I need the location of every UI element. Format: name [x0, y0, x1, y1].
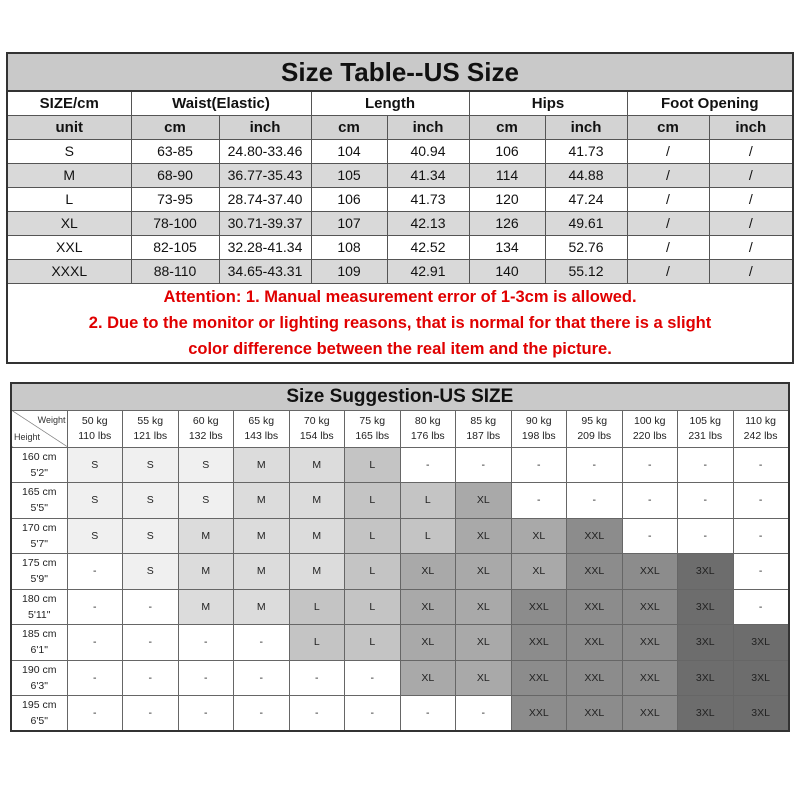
suggested-size: S: [123, 518, 179, 554]
height-header: [11, 554, 67, 590]
suggested-size: -: [345, 696, 401, 732]
suggestion-row: [11, 589, 789, 625]
suggested-size: -: [456, 696, 512, 732]
suggested-size: XXL: [567, 518, 623, 554]
suggested-size: XL: [456, 589, 512, 625]
suggested-size: -: [178, 696, 234, 732]
weight-kg: 105 kg: [689, 414, 722, 427]
unit-cell: cm: [131, 115, 219, 139]
size-value: 140: [469, 259, 545, 283]
suggested-size: S: [67, 447, 123, 483]
height-header: [11, 483, 67, 519]
weight-header: [456, 410, 512, 447]
height-header: [11, 518, 67, 554]
height-cm: 170 cm: [22, 521, 57, 534]
size-value: /: [709, 163, 793, 187]
weight-lbs: 165 lbs: [355, 429, 390, 442]
weight-header: [567, 410, 623, 447]
suggested-size: M: [234, 483, 290, 519]
suggested-size: 3XL: [678, 589, 734, 625]
size-value: 55.12: [545, 259, 627, 283]
size-value: 41.34: [387, 163, 469, 187]
weight-lbs: 209 lbs: [577, 429, 612, 442]
weight-height-corner: [11, 410, 67, 447]
suggested-size: 3XL: [678, 696, 734, 732]
suggested-size: -: [622, 518, 678, 554]
size-value: 134: [469, 235, 545, 259]
height-ft: 5'11": [28, 608, 51, 621]
weight-header: [400, 410, 456, 447]
unit-cell: inch: [387, 115, 469, 139]
unit-cell: inch: [709, 115, 793, 139]
size-row: [7, 187, 793, 211]
size-value: 88-110: [131, 259, 219, 283]
height-cm: 175 cm: [22, 557, 57, 570]
size-value: /: [709, 235, 793, 259]
height-header: [11, 447, 67, 483]
size-value: 106: [311, 187, 387, 211]
suggested-size: XL: [400, 625, 456, 661]
suggested-size: XXL: [511, 696, 567, 732]
suggested-size: M: [234, 447, 290, 483]
corner-height-label: Height: [14, 431, 41, 442]
suggested-size: L: [400, 483, 456, 519]
suggestion-row: [11, 518, 789, 554]
suggested-size: S: [123, 447, 179, 483]
suggested-size: M: [234, 518, 290, 554]
suggested-size: -: [678, 483, 734, 519]
suggested-size: -: [178, 625, 234, 661]
suggested-size: S: [123, 554, 179, 590]
size-label: XL: [7, 211, 131, 235]
suggested-size: -: [400, 447, 456, 483]
suggested-size: -: [511, 447, 567, 483]
weight-kg: 90 kg: [525, 414, 552, 427]
size-value: 68-90: [131, 163, 219, 187]
height-header: [11, 589, 67, 625]
suggested-size: XL: [511, 554, 567, 590]
suggested-size: M: [289, 483, 345, 519]
size-label: L: [7, 187, 131, 211]
size-value: 108: [311, 235, 387, 259]
height-ft: 6'1": [30, 644, 48, 657]
suggested-size: 3XL: [678, 660, 734, 696]
suggestion-row: [11, 554, 789, 590]
height-header: [11, 625, 67, 661]
weight-header: [67, 410, 123, 447]
size-value: 28.74-37.40: [219, 187, 311, 211]
suggested-size: L: [345, 625, 401, 661]
weight-kg: 75 kg: [359, 414, 386, 427]
suggested-size: XL: [400, 554, 456, 590]
unit-cell: inch: [219, 115, 311, 139]
size-label: XXL: [7, 235, 131, 259]
suggested-size: XXL: [511, 625, 567, 661]
attention-note: [7, 283, 793, 363]
suggested-size: -: [456, 447, 512, 483]
weight-header: [178, 410, 234, 447]
suggested-size: -: [123, 696, 179, 732]
size-value: /: [627, 187, 709, 211]
suggested-size: M: [234, 589, 290, 625]
size-value: 106: [469, 139, 545, 163]
suggested-size: -: [567, 447, 623, 483]
weight-kg: 80 kg: [414, 414, 441, 427]
size-value: 120: [469, 187, 545, 211]
size-value: /: [627, 139, 709, 163]
size-value: /: [627, 235, 709, 259]
size-value: 114: [469, 163, 545, 187]
unit-row: [7, 115, 793, 139]
size-value: 63-85: [131, 139, 219, 163]
suggested-size: L: [345, 483, 401, 519]
suggested-size: L: [345, 589, 401, 625]
weight-lbs: 110 lbs: [78, 429, 112, 442]
suggested-size: M: [178, 554, 234, 590]
weight-header: [123, 410, 179, 447]
weight-kg: 85 kg: [470, 414, 497, 427]
weight-lbs: 187 lbs: [466, 429, 501, 442]
suggested-size: S: [178, 483, 234, 519]
size-value: 126: [469, 211, 545, 235]
suggested-size: XL: [456, 483, 512, 519]
suggested-size: M: [178, 518, 234, 554]
suggestion-row: [11, 625, 789, 661]
suggested-size: 3XL: [678, 554, 734, 590]
suggested-size: XL: [511, 518, 567, 554]
size-value: 82-105: [131, 235, 219, 259]
suggested-size: L: [289, 589, 345, 625]
suggested-size: -: [67, 696, 123, 732]
suggested-size: XXL: [622, 696, 678, 732]
size-value: 41.73: [545, 139, 627, 163]
header-waist: Waist(Elastic): [131, 91, 311, 115]
suggested-size: -: [678, 518, 734, 554]
suggestion-row: [11, 660, 789, 696]
height-ft: 5'9": [30, 573, 48, 586]
size-value: 47.24: [545, 187, 627, 211]
weight-header: [733, 410, 789, 447]
unit-cell: unit: [7, 115, 131, 139]
suggested-size: -: [123, 625, 179, 661]
size-value: 42.52: [387, 235, 469, 259]
suggested-size: -: [289, 660, 345, 696]
weight-header: [345, 410, 401, 447]
suggested-size: 3XL: [733, 625, 789, 661]
suggested-size: -: [733, 554, 789, 590]
size-value: 42.91: [387, 259, 469, 283]
suggestion-table-title: Size Suggestion-US SIZE: [11, 383, 789, 410]
suggested-size: -: [178, 660, 234, 696]
suggested-size: XXL: [622, 625, 678, 661]
height-header: [11, 660, 67, 696]
weight-kg: 100 kg: [633, 414, 666, 427]
height-cm: 195 cm: [22, 699, 57, 711]
size-value: 49.61: [545, 211, 627, 235]
size-value: 30.71-39.37: [219, 211, 311, 235]
suggested-size: S: [67, 518, 123, 554]
weight-kg: 110 kg: [745, 414, 776, 427]
size-value: 32.28-41.34: [219, 235, 311, 259]
weight-lbs: 154 lbs: [299, 429, 334, 442]
suggested-size: XL: [456, 660, 512, 696]
size-value: 41.73: [387, 187, 469, 211]
weight-lbs: 132 lbs: [188, 429, 223, 442]
size-value: /: [627, 211, 709, 235]
size-value: /: [709, 139, 793, 163]
suggested-size: -: [567, 483, 623, 519]
weight-lbs: 176 lbs: [410, 429, 445, 442]
suggested-size: -: [67, 554, 123, 590]
suggested-size: S: [67, 483, 123, 519]
suggested-size: XXL: [567, 660, 623, 696]
suggested-size: M: [289, 518, 345, 554]
weight-kg: 60 kg: [192, 414, 219, 427]
size-row: [7, 211, 793, 235]
suggested-size: M: [234, 554, 290, 590]
suggested-size: XXL: [567, 589, 623, 625]
weight-lbs: 121 lbs: [133, 429, 168, 442]
weight-header: [622, 410, 678, 447]
height-ft: 6'3": [30, 679, 48, 692]
height-ft: 6'5": [30, 715, 48, 727]
suggested-size: XXL: [567, 554, 623, 590]
height-cm: 180 cm: [22, 592, 57, 605]
suggested-size: XL: [456, 554, 512, 590]
suggested-size: -: [67, 660, 123, 696]
suggestion-row: [11, 696, 789, 732]
height-ft: 5'7": [30, 537, 48, 550]
suggested-size: -: [289, 696, 345, 732]
suggested-size: -: [400, 696, 456, 732]
unit-cell: cm: [311, 115, 387, 139]
weight-header-row: [11, 410, 789, 447]
attention-line-2: 2. Due to the monitor or lighting reasons, that is normal for that there is a slight: [88, 313, 712, 332]
height-header: [11, 696, 67, 732]
weight-kg: 55 kg: [137, 414, 164, 427]
suggested-size: L: [345, 518, 401, 554]
weight-header: [234, 410, 290, 447]
suggested-size: XL: [456, 625, 512, 661]
suggested-size: 3XL: [733, 660, 789, 696]
weight-kg: 65 kg: [248, 414, 275, 427]
height-ft: 5'5": [30, 502, 48, 515]
suggested-size: -: [67, 589, 123, 625]
suggested-size: -: [622, 483, 678, 519]
suggested-size: S: [178, 447, 234, 483]
suggestion-row: [11, 483, 789, 519]
suggested-size: XXL: [567, 625, 623, 661]
suggested-size: -: [123, 660, 179, 696]
size-value: 105: [311, 163, 387, 187]
weight-lbs: 231 lbs: [688, 429, 723, 442]
suggested-size: XXL: [567, 696, 623, 732]
weight-kg: 95 kg: [581, 414, 608, 427]
attention-line-1: Attention: 1. Manual measurement error of 1-3cm is allowed.: [163, 287, 637, 306]
suggested-size: S: [123, 483, 179, 519]
size-table-title: Size Table--US Size: [7, 53, 793, 91]
suggested-size: XL: [400, 589, 456, 625]
size-value: 104: [311, 139, 387, 163]
size-value: 24.80-33.46: [219, 139, 311, 163]
size-value: 40.94: [387, 139, 469, 163]
height-ft: 5'2": [30, 466, 48, 479]
suggested-size: -: [234, 625, 290, 661]
size-label: S: [7, 139, 131, 163]
suggested-size: XL: [456, 518, 512, 554]
size-value: 73-95: [131, 187, 219, 211]
suggested-size: -: [67, 625, 123, 661]
size-value: 109: [311, 259, 387, 283]
size-row: [7, 163, 793, 187]
size-value: 107: [311, 211, 387, 235]
size-value: 78-100: [131, 211, 219, 235]
height-cm: 185 cm: [22, 628, 57, 641]
header-hips: Hips: [469, 91, 627, 115]
size-table: [6, 52, 794, 364]
size-value: 42.13: [387, 211, 469, 235]
size-value: /: [709, 187, 793, 211]
size-label: M: [7, 163, 131, 187]
weight-kg: 50 kg: [81, 414, 108, 427]
weight-lbs: 220 lbs: [632, 429, 667, 442]
size-value: /: [627, 259, 709, 283]
weight-lbs: 143 lbs: [244, 429, 279, 442]
size-row: [7, 259, 793, 283]
suggested-size: M: [289, 447, 345, 483]
weight-lbs: 242 lbs: [743, 429, 778, 442]
suggested-size: XXL: [511, 660, 567, 696]
corner-weight-label: Weight: [37, 414, 66, 425]
suggested-size: XL: [400, 660, 456, 696]
weight-header: [289, 410, 345, 447]
weight-lbs: 198 lbs: [521, 429, 556, 442]
size-value: /: [709, 259, 793, 283]
size-value: 52.76: [545, 235, 627, 259]
unit-cell: cm: [469, 115, 545, 139]
size-row: [7, 139, 793, 163]
suggested-size: M: [178, 589, 234, 625]
suggested-size: XXL: [511, 589, 567, 625]
suggested-size: -: [622, 447, 678, 483]
header-foot-opening: Foot Opening: [627, 91, 793, 115]
size-label: XXXL: [7, 259, 131, 283]
weight-header: [678, 410, 734, 447]
height-cm: 190 cm: [22, 663, 57, 676]
size-value: /: [709, 211, 793, 235]
weight-kg: 70 kg: [303, 414, 330, 427]
suggested-size: L: [345, 554, 401, 590]
attention-line-3: color difference between the real item and the picture.: [188, 339, 612, 358]
size-value: 34.65-43.31: [219, 259, 311, 283]
suggested-size: XXL: [622, 554, 678, 590]
height-cm: 160 cm: [22, 450, 57, 463]
suggested-size: -: [733, 447, 789, 483]
suggested-size: -: [733, 589, 789, 625]
unit-cell: cm: [627, 115, 709, 139]
suggested-size: XXL: [622, 660, 678, 696]
suggested-size: -: [234, 696, 290, 732]
header-length: Length: [311, 91, 469, 115]
weight-header: [511, 410, 567, 447]
size-row: [7, 235, 793, 259]
size-value: 44.88: [545, 163, 627, 187]
suggestion-row: [11, 447, 789, 483]
suggested-size: -: [678, 447, 734, 483]
suggested-size: -: [733, 518, 789, 554]
suggested-size: L: [289, 625, 345, 661]
suggested-size: XXL: [622, 589, 678, 625]
suggested-size: 3XL: [733, 696, 789, 732]
size-suggestion-table: [10, 382, 790, 732]
suggested-size: M: [289, 554, 345, 590]
height-cm: 165 cm: [22, 486, 57, 499]
unit-cell: inch: [545, 115, 627, 139]
suggested-size: 3XL: [678, 625, 734, 661]
suggested-size: -: [511, 483, 567, 519]
suggested-size: L: [400, 518, 456, 554]
size-value: 36.77-35.43: [219, 163, 311, 187]
suggested-size: -: [733, 483, 789, 519]
size-value: /: [627, 163, 709, 187]
suggested-size: L: [345, 447, 401, 483]
suggested-size: -: [123, 589, 179, 625]
suggested-size: -: [345, 660, 401, 696]
suggested-size: -: [234, 660, 290, 696]
header-size: SIZE/cm: [7, 91, 131, 115]
